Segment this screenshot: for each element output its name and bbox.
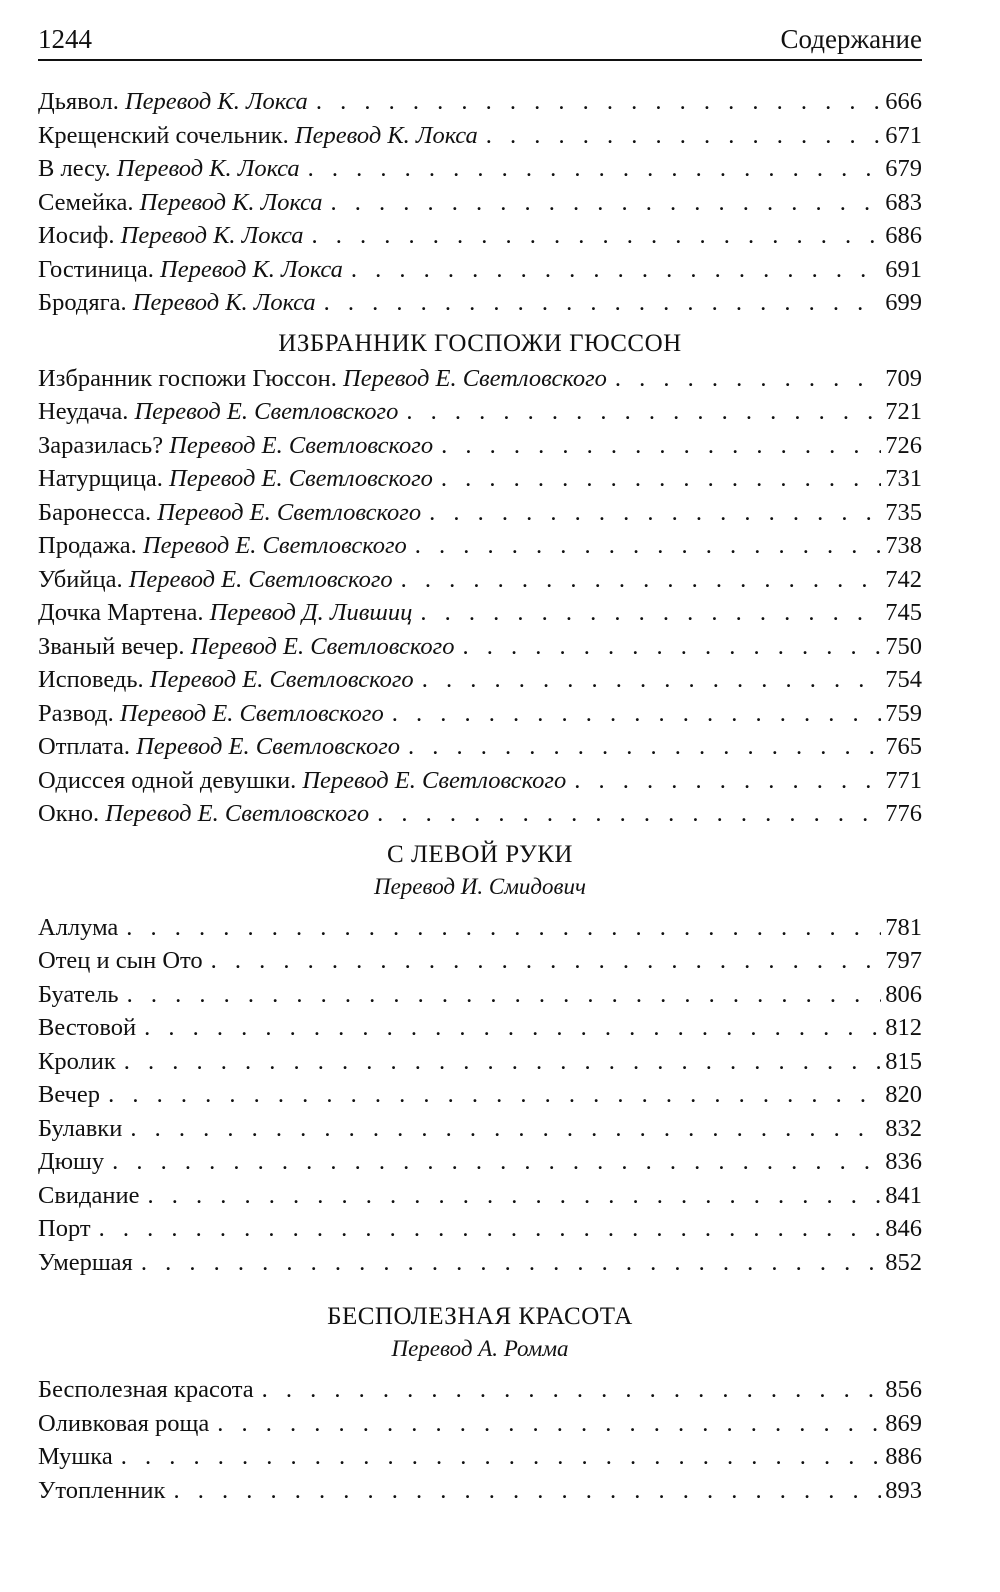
toc-entry[interactable] <box>38 1246 922 1280</box>
dot-leader <box>108 1078 881 1112</box>
dot-leader <box>415 529 881 563</box>
toc-entry[interactable] <box>38 395 922 429</box>
dot-leader <box>121 1440 882 1474</box>
entry-title: Булавки <box>38 1114 123 1142</box>
section-spacer <box>38 1279 922 1293</box>
toc-entry[interactable] <box>38 362 922 396</box>
entry-page: 815 <box>885 1047 922 1075</box>
entry-title: Умершая <box>38 1248 133 1276</box>
toc-entry[interactable] <box>38 529 922 563</box>
entry-page: 683 <box>885 188 922 216</box>
toc-group-3 <box>38 837 922 1280</box>
entry-title: Отплата. <box>38 733 130 760</box>
dot-leader <box>422 663 882 697</box>
dot-leader <box>130 1112 881 1146</box>
toc-entry[interactable] <box>38 1011 922 1045</box>
entry-title: Бесполезная красота <box>38 1376 254 1403</box>
dot-leader <box>141 1246 881 1280</box>
entry-translator: Перевод Е. Светловского <box>169 431 434 459</box>
dot-leader <box>316 85 881 119</box>
entry-title: Гостиница. <box>38 255 154 283</box>
toc-entry[interactable] <box>38 911 922 945</box>
toc-entry[interactable] <box>38 1179 922 1213</box>
entry-translator: Перевод Е. Светловского <box>134 398 399 425</box>
entry-title: Утопленник <box>38 1476 166 1504</box>
entry-page: 776 <box>885 800 922 827</box>
entry-title: Убийца. <box>38 565 123 593</box>
entry-title: Отец и сын Ото <box>38 947 203 974</box>
entry-page: 856 <box>885 1376 922 1403</box>
page-number: 1244 <box>38 24 92 54</box>
entry-translator: Перевод Е. Светловского <box>157 498 422 526</box>
entry-page: 686 <box>885 222 922 249</box>
toc-page <box>38 22 922 1507</box>
toc-entry[interactable] <box>38 253 922 287</box>
toc-entry[interactable] <box>38 1407 922 1441</box>
entry-page: 721 <box>885 398 922 425</box>
entry-title: Семейка. <box>38 188 134 216</box>
dot-leader <box>147 1179 881 1213</box>
dot-leader <box>406 395 881 429</box>
dot-leader <box>217 1407 881 1441</box>
entry-page: 869 <box>885 1409 922 1437</box>
entry-title: Исповедь. <box>38 666 144 693</box>
dot-leader <box>392 697 882 731</box>
entry-translator: Перевод Е. Светловского <box>128 565 393 593</box>
entry-page: 666 <box>885 88 922 115</box>
toc-entry[interactable] <box>38 119 922 153</box>
entry-title: Окно. <box>38 800 100 827</box>
toc-group-1 <box>38 85 922 320</box>
toc-entry[interactable] <box>38 563 922 597</box>
entry-translator: Перевод Д. Лившиц <box>209 599 413 626</box>
running-head-title: Содержание <box>780 24 922 54</box>
entry-title: Дочка Мартена. <box>38 599 204 626</box>
toc-entry[interactable] <box>38 764 922 798</box>
toc-entry[interactable] <box>38 286 922 320</box>
entry-title: Иосиф. <box>38 222 115 249</box>
entry-page: 832 <box>885 1114 922 1142</box>
entry-page: 745 <box>885 599 922 626</box>
entry-title: Натурщица. <box>38 465 163 492</box>
dot-leader <box>127 978 882 1012</box>
dot-leader <box>377 797 881 831</box>
toc-entry[interactable] <box>38 797 922 831</box>
dot-leader <box>331 186 882 220</box>
dot-leader <box>401 563 882 597</box>
toc-entry[interactable] <box>38 697 922 731</box>
entry-translator: Перевод К. Локса <box>139 188 323 216</box>
entry-title: Одиссея одной девушки. <box>38 766 297 794</box>
dot-leader <box>408 730 881 764</box>
entry-title: Буатель <box>38 980 119 1008</box>
section-heading[interactable]: С ЛЕВОЙ РУКИ <box>387 840 573 868</box>
entry-title: Порт <box>38 1215 91 1242</box>
entry-page: 765 <box>885 733 922 760</box>
entry-title: В лесу. <box>38 155 111 182</box>
dot-leader <box>312 219 882 253</box>
dot-leader <box>173 1474 881 1508</box>
entry-title: Заразилась? <box>38 431 164 459</box>
entry-translator: Перевод Е. Светловского <box>169 465 433 492</box>
toc-entry[interactable] <box>38 1440 922 1474</box>
toc-entry[interactable] <box>38 186 922 220</box>
entry-page: 750 <box>885 632 922 660</box>
entry-page: 771 <box>885 766 922 794</box>
running-head <box>38 22 922 61</box>
entry-page: 671 <box>885 121 922 149</box>
toc-entry[interactable] <box>38 1373 922 1407</box>
dot-leader <box>429 496 881 530</box>
entry-title: Дьявол. <box>38 88 119 115</box>
entry-translator: Перевод К. Локса <box>116 155 300 182</box>
entry-page: 759 <box>885 699 922 727</box>
entry-page: 841 <box>885 1181 922 1209</box>
section-translator: Перевод А. Ромма <box>391 1336 569 1361</box>
entry-page: 726 <box>885 431 922 459</box>
dot-leader <box>441 429 881 463</box>
toc-entry[interactable] <box>38 1112 922 1146</box>
dot-leader <box>262 1373 882 1407</box>
entry-title: Дюшу <box>38 1148 105 1175</box>
entry-page: 735 <box>885 498 922 526</box>
dot-leader <box>144 1011 881 1045</box>
entry-translator: Перевод Е. Светловского <box>119 699 384 727</box>
entry-title: Мушка <box>38 1443 113 1470</box>
entry-translator: Перевод К. Локса <box>124 88 308 115</box>
entry-title: Оливковая роща <box>38 1409 210 1437</box>
entry-translator: Перевод Е. Светловского <box>343 364 607 392</box>
toc-entry[interactable] <box>38 1078 922 1112</box>
entry-page: 886 <box>885 1443 922 1470</box>
toc-entry[interactable] <box>38 462 922 496</box>
entry-title: Вечер <box>38 1081 101 1108</box>
entry-page: 812 <box>885 1014 922 1041</box>
entry-page: 781 <box>885 913 922 941</box>
section-translator: Перевод И. Смидович <box>373 873 586 899</box>
dot-leader <box>99 1212 882 1246</box>
entry-title: Крещенский сочельник. <box>38 121 289 149</box>
entry-title: Баронесса. <box>38 498 152 526</box>
entry-translator: Перевод Е. Светловского <box>136 733 400 760</box>
entry-page: 679 <box>885 155 922 182</box>
dot-leader <box>124 1045 881 1079</box>
dot-leader <box>441 462 881 496</box>
dot-leader <box>112 1145 881 1179</box>
toc-entry[interactable] <box>38 596 922 630</box>
toc-entry[interactable] <box>38 1145 922 1179</box>
entry-title: Вестовой <box>38 1014 137 1041</box>
entry-translator: Перевод Е. Светловского <box>190 632 455 660</box>
entry-translator: Перевод К. Локса <box>160 255 343 283</box>
dot-leader <box>308 152 882 186</box>
toc-entry[interactable] <box>38 429 922 463</box>
entry-page: 836 <box>885 1148 922 1175</box>
entry-translator: Перевод Е. Светловского <box>302 766 567 794</box>
toc-entry[interactable] <box>38 630 922 664</box>
dot-leader <box>420 596 881 630</box>
toc-entry[interactable] <box>38 730 922 764</box>
toc-entry[interactable] <box>38 663 922 697</box>
toc-entry[interactable] <box>38 978 922 1012</box>
toc-entry[interactable] <box>38 152 922 186</box>
table-of-contents <box>38 85 922 1507</box>
entry-page: 699 <box>885 289 922 316</box>
toc-group-4 <box>38 1299 922 1507</box>
toc-entry[interactable] <box>38 496 922 530</box>
entry-page: 846 <box>885 1215 922 1242</box>
entry-page: 709 <box>885 364 922 392</box>
entry-title: Развод. <box>38 699 114 727</box>
entry-page: 806 <box>885 980 922 1008</box>
toc-entry[interactable] <box>38 219 922 253</box>
dot-leader <box>486 119 882 153</box>
entry-translator: Перевод Е. Светловского <box>142 532 407 559</box>
toc-entry[interactable] <box>38 85 922 119</box>
entry-page: 754 <box>885 666 922 693</box>
dot-leader <box>615 362 881 396</box>
entry-translator: Перевод Е. Светловского <box>105 800 370 827</box>
dot-leader <box>126 911 881 945</box>
entry-page: 797 <box>885 947 922 974</box>
entry-page: 893 <box>885 1476 922 1504</box>
dot-leader <box>462 630 881 664</box>
entry-page: 691 <box>885 255 922 283</box>
entry-translator: Перевод Е. Светловского <box>149 666 414 693</box>
dot-leader <box>211 944 882 978</box>
entry-title: Свидание <box>38 1181 140 1209</box>
entry-translator: Перевод К. Локса <box>132 289 316 316</box>
entry-title: Избранник госпожи Гюссон. <box>38 364 337 392</box>
entry-translator: Перевод К. Локса <box>294 121 478 149</box>
entry-title: Званый вечер. <box>38 632 185 660</box>
section-heading[interactable]: ИЗБРАННИК ГОСПОЖИ ГЮССОН <box>278 329 682 357</box>
dot-leader <box>324 286 882 320</box>
section-heading[interactable]: БЕСПОЛЕЗНАЯ КРАСОТА <box>327 1303 633 1330</box>
entry-title: Неудача. <box>38 398 129 425</box>
toc-entry[interactable] <box>38 1474 922 1508</box>
entry-page: 738 <box>885 532 922 559</box>
toc-entry[interactable] <box>38 944 922 978</box>
entry-page: 742 <box>885 565 922 593</box>
entry-title: Аллума <box>38 913 119 941</box>
entry-title: Продажа. <box>38 532 137 559</box>
entry-page: 820 <box>885 1081 922 1108</box>
entry-page: 852 <box>885 1248 922 1276</box>
entry-title: Бродяга. <box>38 289 127 316</box>
entry-page: 731 <box>885 465 922 492</box>
toc-group-2 <box>38 326 922 831</box>
entry-translator: Перевод К. Локса <box>120 222 304 249</box>
dot-leader <box>351 253 881 287</box>
toc-entry[interactable] <box>38 1045 922 1079</box>
entry-title: Кролик <box>38 1047 116 1075</box>
dot-leader <box>574 764 881 798</box>
toc-entry[interactable] <box>38 1212 922 1246</box>
